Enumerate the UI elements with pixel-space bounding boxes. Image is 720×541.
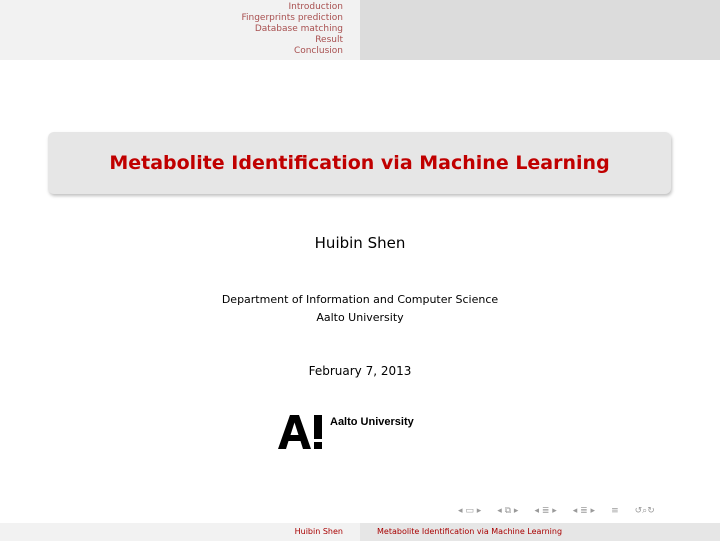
presentation-title: Metabolite Identification via Machine Learning [109,152,610,174]
nav-conclusion[interactable]: Conclusion [293,46,343,56]
nav-section-icon[interactable]: ◂ ≣ ▸ [534,506,557,516]
nav-subsection-icon[interactable]: ◂ ⧉ ▸ [497,506,519,516]
aalto-logo [278,413,414,449]
footer-bar [0,523,720,541]
university-name: Aalto University [316,311,404,324]
presentation-date: February 7, 2013 [308,364,412,378]
nav-introduction[interactable]: Introduction [288,2,343,12]
aalto-a-mark-icon [278,413,324,449]
logo-text: Aalto University [330,416,414,428]
section-navigation [0,0,360,60]
header-right-panel [360,0,720,60]
footer-title: Metabolite Identification via Machine Learning [360,523,720,541]
footer-author: Huibin Shen [0,523,360,541]
nav-frame-icon[interactable]: ◂ ▭ ▸ [458,506,482,516]
nav-fingerprints-prediction[interactable]: Fingerprints prediction [241,13,343,23]
nav-search-icon[interactable]: ↺⌕↻ [634,506,655,516]
author-name: Huibin Shen [314,234,406,252]
header-bar [0,0,720,60]
nav-result[interactable]: Result [315,35,343,45]
nav-database-matching[interactable]: Database matching [254,24,343,34]
beamer-navigation-symbols [458,506,655,516]
title-block [48,132,671,194]
department-name: Department of Information and Computer Science [221,293,499,306]
nav-presentation-icon[interactable]: ◂ ≣ ▸ [572,506,596,516]
nav-back-icon[interactable]: ≡ [611,506,619,516]
